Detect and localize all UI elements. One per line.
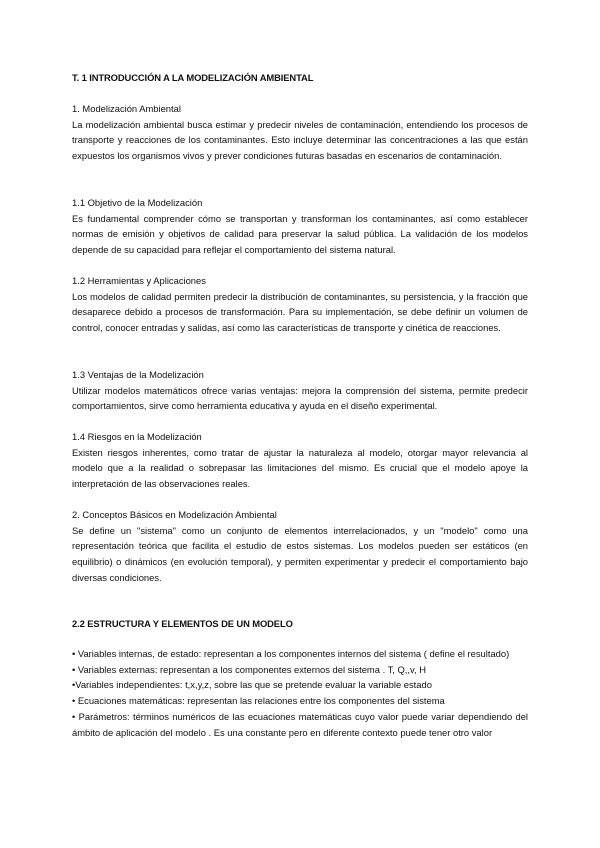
section-body: La modelización ambiental busca estimar y predecir niveles de contaminación, entendiendo los procesos de transporte y reacciones de los contaminantes. Esto incluye determinar las concentraciones a las que están expuestos los organismos vivos y prever condiciones futuras basadas en escenarios de contaminación. bbox=[72, 118, 528, 162]
section-body: Es fundamental comprender cómo se transportan y transforman los contaminantes, así como establecer normas de emisión y objetivos de calidad para preservar la salud pública. La validación de los modelos depende de su capacidad para reflejar el comportamiento del sistema natural. bbox=[72, 212, 528, 256]
section-heading: 1.4 Riesgos en la Modelización bbox=[72, 431, 202, 442]
section-riesgos bbox=[72, 429, 528, 492]
section-ventajas bbox=[72, 367, 528, 414]
document-title: T. 1 INTRODUCCIÓN A LA MODELIZACIÓN AMBIENTAL bbox=[72, 72, 314, 83]
section-heading: 1. Modelización Ambiental bbox=[72, 103, 181, 114]
section-conceptos-basicos bbox=[72, 507, 528, 586]
section-modelizacion-ambiental bbox=[72, 101, 528, 164]
list-item: • Variables externas: representan a los componentes externos del sistema . T, Q,,v, H bbox=[72, 663, 426, 675]
bullet-list bbox=[72, 646, 528, 740]
list-item: • Parámetros: términos numéricos de las ecuaciones matemáticas cuyo valor puede variar dependiendo del ámbito de aplicación del modelo . Es una constante pero en diferente contexto puede tener otro valor bbox=[72, 710, 528, 738]
subtitle-estructura: 2.2 ESTRUCTURA Y ELEMENTOS DE UN MODELO bbox=[72, 618, 293, 629]
list-item: •Variables independientes: t,x,y,z, sobre las que se pretende evaluar la variable estado bbox=[72, 679, 432, 691]
list-item: • Variables internas, de estado: representan a los componentes internos del sistema ( define el resultado) bbox=[72, 648, 510, 659]
section-heading: 2. Conceptos Básicos en Modelización Ambiental bbox=[72, 509, 277, 520]
section-herramientas bbox=[72, 273, 528, 336]
section-heading: 1.3 Ventajas de la Modelización bbox=[72, 369, 204, 380]
section-body: Existen riesgos inherentes, como tratar de ajustar la naturaleza al modelo, otorgar mayor relevancia al modelo que a la realidad o sobrepasar las limitaciones del mismo. Es crucial que el modelo apoye la interpretación de las observaciones reales. bbox=[72, 446, 528, 490]
section-body: Se define un "sistema" como un conjunto de elementos interrelacionados, y un "modelo" como una representación teórica que facilita el estudio de estos sistemas. Los modelos pueden ser estáticos (en equilibrio) o dinámicos (en evolución temporal), y permiten experimentar y predecir el comportamiento bajo diversas condiciones. bbox=[72, 524, 528, 583]
section-heading: 1.2 Herramientas y Aplicaciones bbox=[72, 275, 206, 286]
section-body: Los modelos de calidad permiten predecir la distribución de contaminantes, su persistencia, y la fracción que desaparece debido a procesos de transformación. Para su implementación, se debe definir un volumen de control, conocer entradas y salidas, así como las características de transporte y cinética de reacciones. bbox=[72, 290, 528, 334]
section-objetivo bbox=[72, 195, 528, 258]
list-item: • Ecuaciones matemáticas: representan las relaciones entre los componentes del sistema bbox=[72, 695, 445, 707]
section-body: Utilizar modelos matemáticos ofrece varias ventajas: mejora la comprensión del sistema, permite predecir comportamientos, sirve como herramienta educativa y ayuda en el diseño experimental. bbox=[72, 384, 528, 412]
section-heading: 1.1 Objetivo de la Modelización bbox=[72, 197, 203, 208]
